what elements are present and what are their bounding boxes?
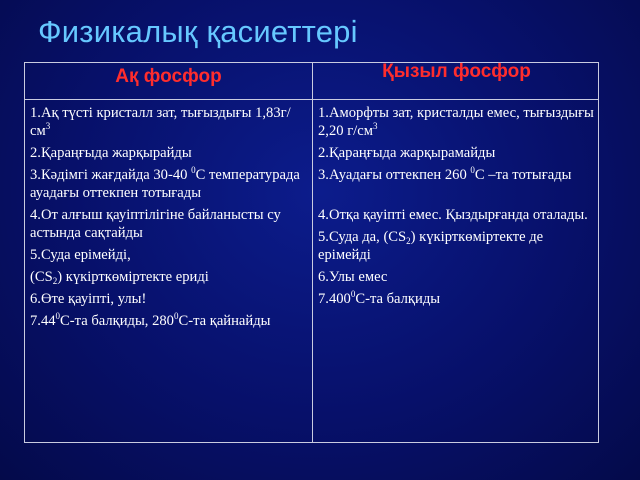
property-item: 3.Кәдімгі жағдайда 30-40 $^0$С температурада ауадағы оттекпен тотығады <box>30 165 300 201</box>
property-item: 6.Улы емес <box>318 269 388 285</box>
property-item: 1.Ақ түсті кристалл зат, тығыздығы $1,83г/см^3$ <box>30 105 291 139</box>
header-red-phosphorus: Қызыл фосфор <box>382 61 531 82</box>
column-divider <box>312 63 313 442</box>
property-item: 5.Суда ерімейді, <box>30 247 131 263</box>
property-item: 7.400$^0$С-та балқиды <box>318 289 441 307</box>
property-item: 4.Отқа қауіпті емес. Қыздырғанда оталады. <box>318 207 588 223</box>
property-item: 2.Қараңғыда жарқырайды <box>30 145 192 161</box>
comparison-table <box>24 62 599 443</box>
property-item: 7.44$^0$С-та балқиды, $280^0С-та$ қайнайды <box>30 311 271 329</box>
header-white-phosphorus: Ақ фосфор <box>115 66 222 87</box>
property-item: 1.Аморфты зат, кристалды емес, тығыздығы 2,20 $г/см^3$ <box>318 105 594 139</box>
spacer <box>318 188 596 206</box>
red-phosphorus-properties <box>318 104 596 312</box>
slide-title: Физикалық қасиеттері <box>38 14 358 49</box>
property-item: 4.От алғыш қауіптілігіне байланысты су астында сақтайды <box>30 207 281 241</box>
property-item: 6.Өте қауіпті, улы! <box>30 291 147 307</box>
property-item: $(CS_2)$ күкірткөміртекте ериді <box>30 269 209 286</box>
property-item: 5.Суда да, $(CS_2)$ күкірткөміртекте де ерімейді <box>318 229 544 263</box>
white-phosphorus-properties <box>30 104 308 334</box>
header-divider <box>25 99 598 100</box>
property-item: 3.Ауадағы оттекпен 260 $^0$С –та тотығады <box>318 165 572 183</box>
property-item: 2.Қараңғыда жарқырамайды <box>318 145 496 161</box>
